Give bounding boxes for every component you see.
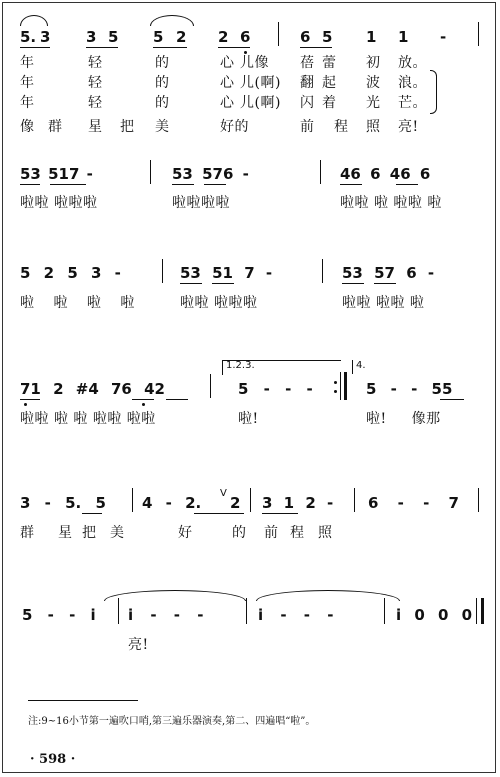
barline xyxy=(162,259,163,283)
note: 3 xyxy=(86,28,97,46)
lyric: 美 xyxy=(110,525,125,541)
note: 2 xyxy=(218,28,229,46)
barline xyxy=(320,160,321,184)
underline xyxy=(204,184,226,185)
measure: 6 - - 7 xyxy=(368,494,459,512)
barline xyxy=(150,160,151,184)
note: 5 xyxy=(108,28,119,46)
underline xyxy=(20,47,50,48)
underline xyxy=(342,283,364,284)
measure: 53 51 7 - xyxy=(180,264,273,282)
volta-label: 4. xyxy=(356,360,366,371)
verse-brace xyxy=(430,70,437,114)
lyric: 星 xyxy=(58,525,73,541)
barline xyxy=(354,488,355,512)
underline xyxy=(82,513,102,514)
low-dot xyxy=(24,403,27,406)
measure: 53 57 6 - xyxy=(342,264,435,282)
underline xyxy=(440,399,464,400)
underline xyxy=(374,283,396,284)
lyric-line: 啦! 像那 xyxy=(366,411,441,427)
barline xyxy=(384,598,385,624)
barline xyxy=(481,598,484,624)
measure: i - - - xyxy=(128,606,204,624)
page-number: · 598 · xyxy=(30,752,76,767)
barline xyxy=(322,259,323,283)
note: 2 xyxy=(176,28,187,46)
measure: 71 2 #4 76 42 xyxy=(20,380,165,398)
lyric: 群 xyxy=(20,525,35,541)
underline xyxy=(20,184,40,185)
lyric-line: 啦啦 啦 啦啦 啦 xyxy=(340,195,442,211)
underline xyxy=(180,283,202,284)
note: 3 xyxy=(40,28,51,46)
measure: i 0 0 0 xyxy=(396,606,473,624)
measure: 53 576 - xyxy=(172,165,249,183)
barline xyxy=(344,372,347,400)
underline xyxy=(166,399,188,400)
underline xyxy=(20,399,40,400)
lyric: 把 xyxy=(82,525,97,541)
lyric: 的 xyxy=(232,525,247,541)
barline xyxy=(210,374,211,398)
lyric: 亮! xyxy=(128,637,149,653)
lyric: 前 xyxy=(264,525,279,541)
lyric-line: 啦 啦 啦 啦 xyxy=(20,295,135,311)
measure: 3 1 2 - xyxy=(262,494,334,512)
measure: 46 6 46 6 xyxy=(340,165,431,183)
lyric: 照 xyxy=(318,525,333,541)
measure: 3 - 5. 5 xyxy=(20,494,106,512)
underline xyxy=(218,47,250,48)
barline xyxy=(340,372,341,400)
lyric-line: 啦! xyxy=(238,411,259,427)
lyric: 好 xyxy=(178,525,193,541)
underline xyxy=(396,184,418,185)
lyric-line: 啦啦 啦啦啦 xyxy=(180,295,258,311)
lyric: 程 xyxy=(290,525,305,541)
footnote: 注:9~16小节第一遍吹口哨,第三遍乐器演奏,第二、四遍唱“啦”。 xyxy=(28,716,316,727)
breath-mark: V xyxy=(220,488,227,499)
lyric-line: 啦啦 啦啦 啦 xyxy=(342,295,425,311)
volta-label: 1.2.3. xyxy=(226,360,255,371)
note: 1 xyxy=(366,28,377,46)
underline xyxy=(340,184,362,185)
barline xyxy=(278,22,279,46)
underline xyxy=(262,513,298,514)
measure: 53 517 - xyxy=(20,165,93,183)
footnote-rule xyxy=(28,700,138,701)
note: 5 xyxy=(153,28,164,46)
barline xyxy=(132,488,133,512)
barline xyxy=(476,598,477,624)
note: 6 xyxy=(300,28,311,46)
underline xyxy=(172,184,194,185)
measure: 5 - - 55 xyxy=(366,380,453,398)
measure: 4 - 2. xyxy=(142,494,202,512)
underline xyxy=(300,47,332,48)
note: 6 xyxy=(240,28,251,46)
underline xyxy=(212,283,234,284)
measure: 5 - - - xyxy=(238,380,313,398)
volta-bracket xyxy=(352,360,473,374)
barline xyxy=(478,22,479,46)
repeat-dot xyxy=(334,381,337,384)
note: 2 xyxy=(230,494,241,512)
measure: 5 - - i xyxy=(22,606,96,624)
underline xyxy=(50,184,86,185)
underline xyxy=(194,513,244,514)
underline xyxy=(86,47,118,48)
measure: i - - - xyxy=(258,606,334,624)
lyric-line: 啦啦 啦啦啦 xyxy=(20,195,98,211)
lyric-line: 啦啦 啦 啦 啦啦 啦啦 xyxy=(20,411,156,427)
note: 5. xyxy=(20,28,37,46)
note: 5 xyxy=(322,28,333,46)
low-dot xyxy=(142,403,145,406)
underline xyxy=(153,47,187,48)
measure: 5 2 5 3 - xyxy=(20,264,121,282)
note: - xyxy=(440,28,447,46)
repeat-dot xyxy=(334,390,337,393)
lyric-line: 啦啦啦啦 xyxy=(172,195,230,211)
barline xyxy=(246,598,247,624)
underline xyxy=(132,399,154,400)
note: 1 xyxy=(398,28,409,46)
barline xyxy=(478,488,479,512)
barline xyxy=(118,598,119,624)
barline xyxy=(250,488,251,512)
